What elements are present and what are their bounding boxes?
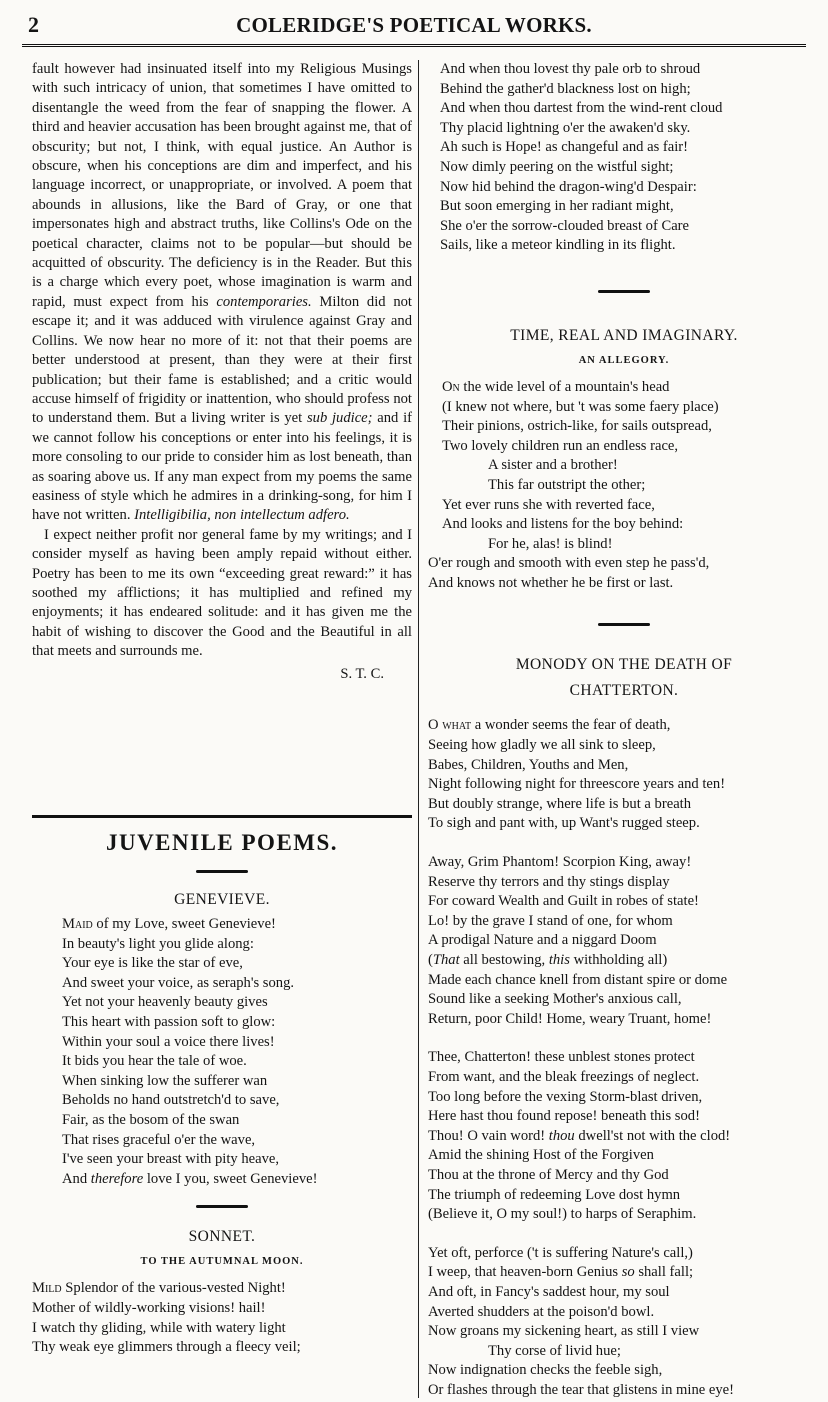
verse-line: Yet ever runs she with reverted face, (442, 496, 655, 513)
verse-line: It bids you hear the tale of woe. (62, 1053, 247, 1070)
verse-line: She o'er the sorrow-clouded breast of Care (440, 217, 690, 234)
verse-line: Mother of wildly-working visions! hail! (32, 1299, 266, 1316)
genevieve-poem (32, 915, 412, 1189)
running-title: COLERIDGE'S POETICAL WORKS. (236, 13, 592, 37)
stanza-gap (428, 834, 820, 853)
sonnet-poem (32, 1279, 412, 1357)
verse-line: (That all bestowing, this withholding all) (428, 952, 668, 968)
verse-line: And oft, in Fancy's saddest hour, my soul (428, 1283, 670, 1300)
ornament-rule (598, 290, 650, 293)
verse-line: Sails, like a meteor kindling in its flight. (440, 237, 676, 254)
verse-line: Sound like a seeking Mother's anxious call, (428, 991, 682, 1008)
page-number: 2 (28, 12, 39, 37)
header-rule (22, 44, 806, 47)
left-column (32, 60, 412, 684)
verse-line: The triumph of redeeming Love dost hymn (428, 1186, 681, 1203)
verse-line: Too long before the vexing Storm-blast driven, (428, 1088, 703, 1105)
verse-line: Thy placid lightning o'er the awaken'd sky. (440, 119, 691, 136)
verse-line: Thee, Chatterton! these unblest stones protect (428, 1049, 695, 1066)
time-poem (428, 378, 820, 594)
verse-line: O what a wonder seems the fear of death, (428, 717, 671, 734)
verse-line: Now groans my sickening heart, as still I view (428, 1323, 700, 1340)
verse-line: And therefore love I you, sweet Genevieve! (62, 1170, 318, 1187)
sonnet-subtitle: TO THE AUTUMNAL MOON. (140, 1256, 304, 1268)
verse-line: Their pinions, ostrich-like, for sails outspread, (442, 418, 712, 435)
verse-line: (I knew not where, but 't was some faery place) (442, 398, 719, 415)
preface-text (32, 60, 412, 684)
verse-line: Mild Splendor of the various-vested Night! (32, 1280, 286, 1297)
verse-line: Beholds no hand outstretch'd to save, (62, 1092, 280, 1109)
right-column (428, 60, 820, 1400)
column-divider (418, 60, 419, 1398)
verse-line: And when thou dartest from the wind-rent cloud (440, 100, 723, 117)
verse-line: Fair, as the bosom of the swan (62, 1111, 240, 1128)
preface-paragraph-2: I expect neither profit nor general fame by my writings; and I consider myself as having been amply repaid without either. Poetry has been to me its own “exceeding great reward:” it has soothed my afflictions; it has multiplied and refined my enjoyments; it has endeared solitude: and it has given me the habit of wishing to discover the Good and the Beautiful in all that meets and surrounds me. (32, 526, 412, 660)
stanza-gap (428, 1225, 820, 1244)
verse-line: Lo! by the grave I stand of one, for whom (428, 912, 673, 929)
verse-line: Babes, Children, Youths and Men, (428, 756, 629, 773)
verse-line: Within your soul a voice there lives! (62, 1033, 275, 1050)
verse-line: Behind the gather'd blackness lost on high; (440, 80, 691, 97)
verse-line: Maid of my Love, sweet Genevieve! (62, 916, 276, 932)
verse-line: Here hast thou found repose! beneath this sod! (428, 1108, 700, 1125)
verse-line: But doubly strange, where life is but a breath (428, 795, 692, 812)
verse-line: Return, poor Child! Home, weary Truant, home! (428, 1010, 712, 1027)
verse-line: Two lovely children run an endless race, (442, 437, 679, 454)
verse-line: Thy corse of livid hue; (488, 1342, 621, 1359)
verse-line: Night following night for threescore years and ten! (428, 776, 726, 793)
verse-line: To sigh and pant with, up Want's rugged steep. (428, 815, 700, 832)
monody-title: MONODY ON THE DEATH OF CHATTERTON. (515, 656, 733, 700)
verse-line: (Believe it, O my soul!) to harps of Seraphim. (428, 1206, 697, 1223)
ornament-rule (196, 1205, 248, 1208)
verse-line: For coward Wealth and Guilt in robes of state! (428, 893, 699, 910)
verse-line: On the wide level of a mountain's head (442, 378, 670, 395)
verse-line: And knows not whether he be first or last. (428, 574, 674, 591)
verse-line: This heart with passion soft to glow: (62, 1013, 276, 1030)
verse-line: Your eye is like the star of eve, (62, 955, 243, 972)
verse-line: When sinking low the sufferer wan (62, 1072, 268, 1089)
verse-line: Made each chance knell from distant spire or dome (428, 971, 728, 988)
verse-line: Yet not your heavenly beauty gives (62, 994, 268, 1011)
verse-line: Now dimly peering on the wistful sight; (440, 158, 674, 175)
verse-line: Now indignation checks the feeble sigh, (428, 1362, 663, 1379)
verse-line: Amid the shining Host of the Forgiven (428, 1147, 654, 1164)
verse-line: A sister and a brother! (488, 457, 618, 474)
verse-line: Thou! O vain word! thou dwell'st not with the clod! (428, 1127, 731, 1144)
verse-line: O'er rough and smooth with even step he pass'd, (428, 555, 710, 572)
juvenile-poems-section (32, 830, 412, 1358)
verse-line: Averted shudders at the poison'd bowl. (428, 1303, 655, 1320)
verse-line: And sweet your voice, as seraph's song. (62, 974, 295, 991)
ornament-rule (598, 623, 650, 626)
time-title: TIME, REAL AND IMAGINARY. (510, 326, 738, 344)
juvenile-poems-title: JUVENILE POEMS. (105, 830, 339, 855)
verse-line: Seeing how gladly we all sink to sleep, (428, 737, 656, 754)
time-subtitle: AN ALLEGORY. (578, 354, 670, 366)
verse-line: From want, and the bleak freezings of neglect. (428, 1068, 700, 1085)
running-header (22, 10, 806, 44)
verse-line: Reserve thy terrors and thy stings display (428, 873, 670, 890)
section-rule (32, 815, 412, 818)
verse-line: Thy weak eye glimmers through a fleecy veil; (32, 1339, 301, 1356)
verse-line: Away, Grim Phantom! Scorpion King, away! (428, 854, 692, 871)
sonnet-title: SONNET. (188, 1228, 256, 1246)
stanza-gap (428, 1029, 820, 1048)
verse-line: Ah such is Hope! as changeful and as fair! (440, 139, 689, 156)
verse-line: I've seen your breast with pity heave, (62, 1151, 280, 1168)
verse-line: I weep, that heaven-born Genius so shall fall; (428, 1264, 694, 1281)
preface-paragraph-1: fault however had insinuated itself into my Religious Musings with such intricacy of union, that sometimes I have omitted to disentangle the weed from the fear of snapping the flower. A third and heavier accusation has been brought against me, that of obscurity; but not, I think, with equal justice. An Author is obscure, when his conceptions are dim and imperfect, and his language incorrect, or unappropriate, or involved. A poem that abounds in allusions, like the Bard of Gray, or one that impersonates high and abstract truths, like Collins's Ode on the poetical character, claims not to be popular—but should be acquitted of obscurity. The deficiency is in the Reader. But this is a charge which every poet, whose imagination is warm and rapid, must expect from his contemporaries. Milton did not escape it; and it was adduced with virulence against Gray and Collins. We now hear no more of it: not that their poems are better understood at present, than they were at their first publication; but their fame is established; and a critic would accuse himself of frigidity or inattention, who should profess not to understand them. But a living writer is yet sub judice; and if we cannot follow his conceptions or enter into his feelings, it is more consoling to our pride to consider him as lost beneath, than as soaring above us. If any man expect from my poems the same easiness of style which he admires in a drinking-song, for him I have not written. Intelligibilia, non intellectum adfero. (32, 61, 412, 524)
verse-line: But soon emerging in her radiant might, (440, 198, 674, 215)
verse-line: Thou at the throne of Mercy and thy God (428, 1166, 669, 1183)
verse-line: I watch thy gliding, while with watery light (32, 1319, 286, 1336)
verse-line: For he, alas! is blind! (488, 535, 613, 552)
ornament-rule (196, 870, 248, 873)
verse-line: Yet oft, perforce ('t is suffering Nature's call,) (428, 1244, 693, 1261)
verse-line: And when thou lovest thy pale orb to shroud (440, 61, 701, 77)
verse-line: Now hid behind the dragon-wing'd Despair: (440, 178, 697, 195)
verse-line: This far outstript the other; (488, 476, 646, 493)
verse-line: That rises graceful o'er the wave, (62, 1131, 256, 1148)
verse-line: In beauty's light you glide along: (62, 935, 254, 952)
signature: S. T. C. (340, 665, 384, 682)
verse-line: And looks and listens for the boy behind: (442, 516, 684, 533)
genevieve-title: GENEVIEVE. (174, 891, 270, 908)
monody-poem (428, 716, 820, 1400)
verse-line: A prodigal Nature and a niggard Doom (428, 932, 657, 949)
verse-line: Or flashes through the tear that glistens in mine eye! (428, 1381, 734, 1398)
sonnet-continued (428, 60, 820, 256)
